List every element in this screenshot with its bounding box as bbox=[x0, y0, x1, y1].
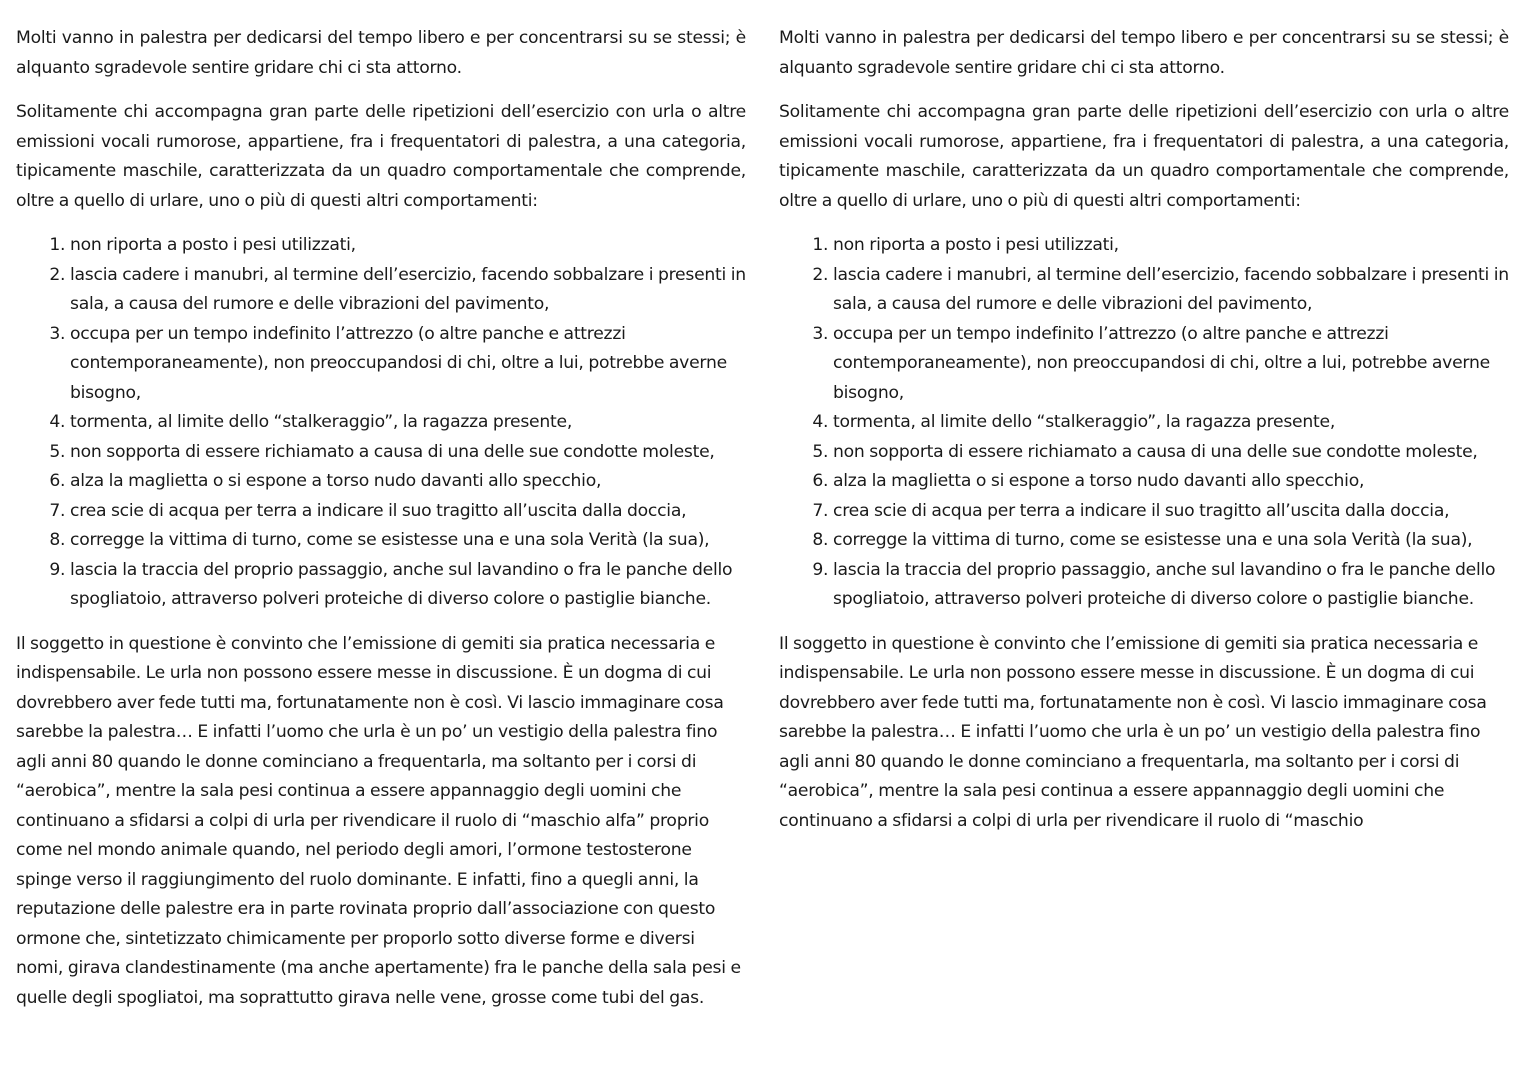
list-item: 2. lascia cadere i manubri, al termine dell’esercizio, facendo sobbalzare i presenti in sala, a causa del rumore e delle vibrazioni del pavimento, bbox=[833, 261, 1509, 320]
intro-paragraph-1: Molti vanno in palestra per dedicarsi del tempo libero e per concentrarsi su se stessi; è alquanto sgradevole sentire gridare chi ci sta attorno. bbox=[16, 28, 746, 78]
list-item: 4. tormenta, al limite dello “stalkeraggio”, la ragazza presente, bbox=[70, 408, 746, 438]
list-item: 4. tormenta, al limite dello “stalkeraggio”, la ragazza presente, bbox=[833, 408, 1509, 438]
list-item: 8. corregge la vittima di turno, come se esistesse una e una sola Verità (la sua), bbox=[70, 526, 746, 556]
list-item: 1. non riporta a posto i pesi utilizzati, bbox=[70, 231, 746, 261]
list-item: 8. corregge la vittima di turno, come se esistesse una e una sola Verità (la sua), bbox=[833, 526, 1509, 556]
intro-paragraph-2: Solitamente chi accompagna gran parte delle ripetizioni dell’esercizio con urla o altre emissioni vocali rumorose, appartiene, fra i frequentatori di palestra, a una categoria, tipicamente maschile, caratterizzata da un quadro comportamentale che comprende, oltre a quello di urlare, uno o più di questi altri comportamenti: bbox=[16, 102, 746, 211]
intro-paragraph-1: Molti vanno in palestra per dedicarsi del tempo libero e per concentrarsi su se stessi; è alquanto sgradevole sentire gridare chi ci sta attorno. bbox=[779, 28, 1509, 78]
list-item: 5. non sopporta di essere richiamato a causa di una delle sue condotte moleste, bbox=[833, 438, 1509, 468]
list-item: 7. crea scie di acqua per terra a indicare il suo tragitto all’uscita dalla doccia, bbox=[833, 497, 1509, 527]
right-column bbox=[779, 24, 1509, 851]
intro-paragraph-2: Solitamente chi accompagna gran parte delle ripetizioni dell’esercizio con urla o altre emissioni vocali rumorose, appartiene, fra i frequentatori di palestra, a una categoria, tipicamente maschile, caratterizzata da un quadro comportamentale che comprende, oltre a quello di urlare, uno o più di questi altri comportamenti: bbox=[779, 102, 1509, 211]
list-item: 2. lascia cadere i manubri, al termine dell’esercizio, facendo sobbalzare i presenti in sala, a causa del rumore e delle vibrazioni del pavimento, bbox=[70, 261, 746, 320]
list-item: 7. crea scie di acqua per terra a indicare il suo tragitto all’uscita dalla doccia, bbox=[70, 497, 746, 527]
list-item: 1. non riporta a posto i pesi utilizzati, bbox=[833, 231, 1509, 261]
list-item: 6. alza la maglietta o si espone a torso nudo davanti allo specchio, bbox=[70, 467, 746, 497]
left-column bbox=[16, 24, 746, 1028]
behaviours-list bbox=[779, 231, 1509, 615]
list-item: 9. lascia la traccia del proprio passaggio, anche sul lavandino o fra le panche dello spogliatoio, attraverso polveri proteiche di diverso colore o pastiglie bianche. bbox=[70, 556, 746, 615]
list-item: 6. alza la maglietta o si espone a torso nudo davanti allo specchio, bbox=[833, 467, 1509, 497]
behaviours-list bbox=[16, 231, 746, 615]
list-item: 5. non sopporta di essere richiamato a causa di una delle sue condotte moleste, bbox=[70, 438, 746, 468]
list-item: 9. lascia la traccia del proprio passaggio, anche sul lavandino o fra le panche dello spogliatoio, attraverso polveri proteiche di diverso colore o pastiglie bianche. bbox=[833, 556, 1509, 615]
closing-paragraph: Il soggetto in questione è convinto che l’emissione di gemiti sia pratica necessaria e indispensabile. Le urla non possono essere messe in discussione. È un dogma di cui dovrebbero aver fede tutti ma, fortunatamente non è così. Vi lascio immaginare cosa sarebbe la palestra… E infatti l’uomo che urla è un po’ un vestigio della palestra fino agli anni 80 quando le donne cominciano a frequentarla, ma soltanto per i corsi di “aerobica”, mentre la sala pesi continua a essere appannaggio degli uomini che continuano a sfidarsi a colpi di urla per rivendicare il ruolo di “maschio bbox=[779, 633, 1487, 831]
closing-paragraph: Il soggetto in questione è convinto che l’emissione di gemiti sia pratica necessaria e indispensabile. Le urla non possono essere messe in discussione. È un dogma di cui dovrebbero aver fede tutti ma, fortunatamente non è così. Vi lascio immaginare cosa sarebbe la palestra… E infatti l’uomo che urla è un po’ un vestigio della palestra fino agli anni 80 quando le donne cominciano a frequentarla, ma soltanto per i corsi di “aerobica”, mentre la sala pesi continua a essere appannaggio degli uomini che continuano a sfidarsi a colpi di urla per rivendicare il ruolo di “maschio alfa” proprio come nel mondo animale quando, nel periodo degli amori, l’ormone testosterone spinge verso il raggiungimento del ruolo dominante. E infatti, fino a quegli anni, la reputazione delle palestre era in parte rovinata proprio dall’associazione con questo ormone che, sintetizzato chimicamente per proporlo sotto diverse forme e diversi nomi, girava clandestinamente (ma anche apertamente) fra le panche della sala pesi e quelle degli spogliatoi, ma soprattutto girava nelle vene, grosse come tubi del gas. bbox=[16, 633, 741, 1008]
list-item: 3. occupa per un tempo indefinito l’attrezzo (o altre panche e attrezzi contemporaneamente), non preoccupandosi di chi, oltre a lui, potrebbe averne bisogno, bbox=[833, 320, 1509, 409]
list-item: 3. occupa per un tempo indefinito l’attrezzo (o altre panche e attrezzi contemporaneamente), non preoccupandosi di chi, oltre a lui, potrebbe averne bisogno, bbox=[70, 320, 746, 409]
